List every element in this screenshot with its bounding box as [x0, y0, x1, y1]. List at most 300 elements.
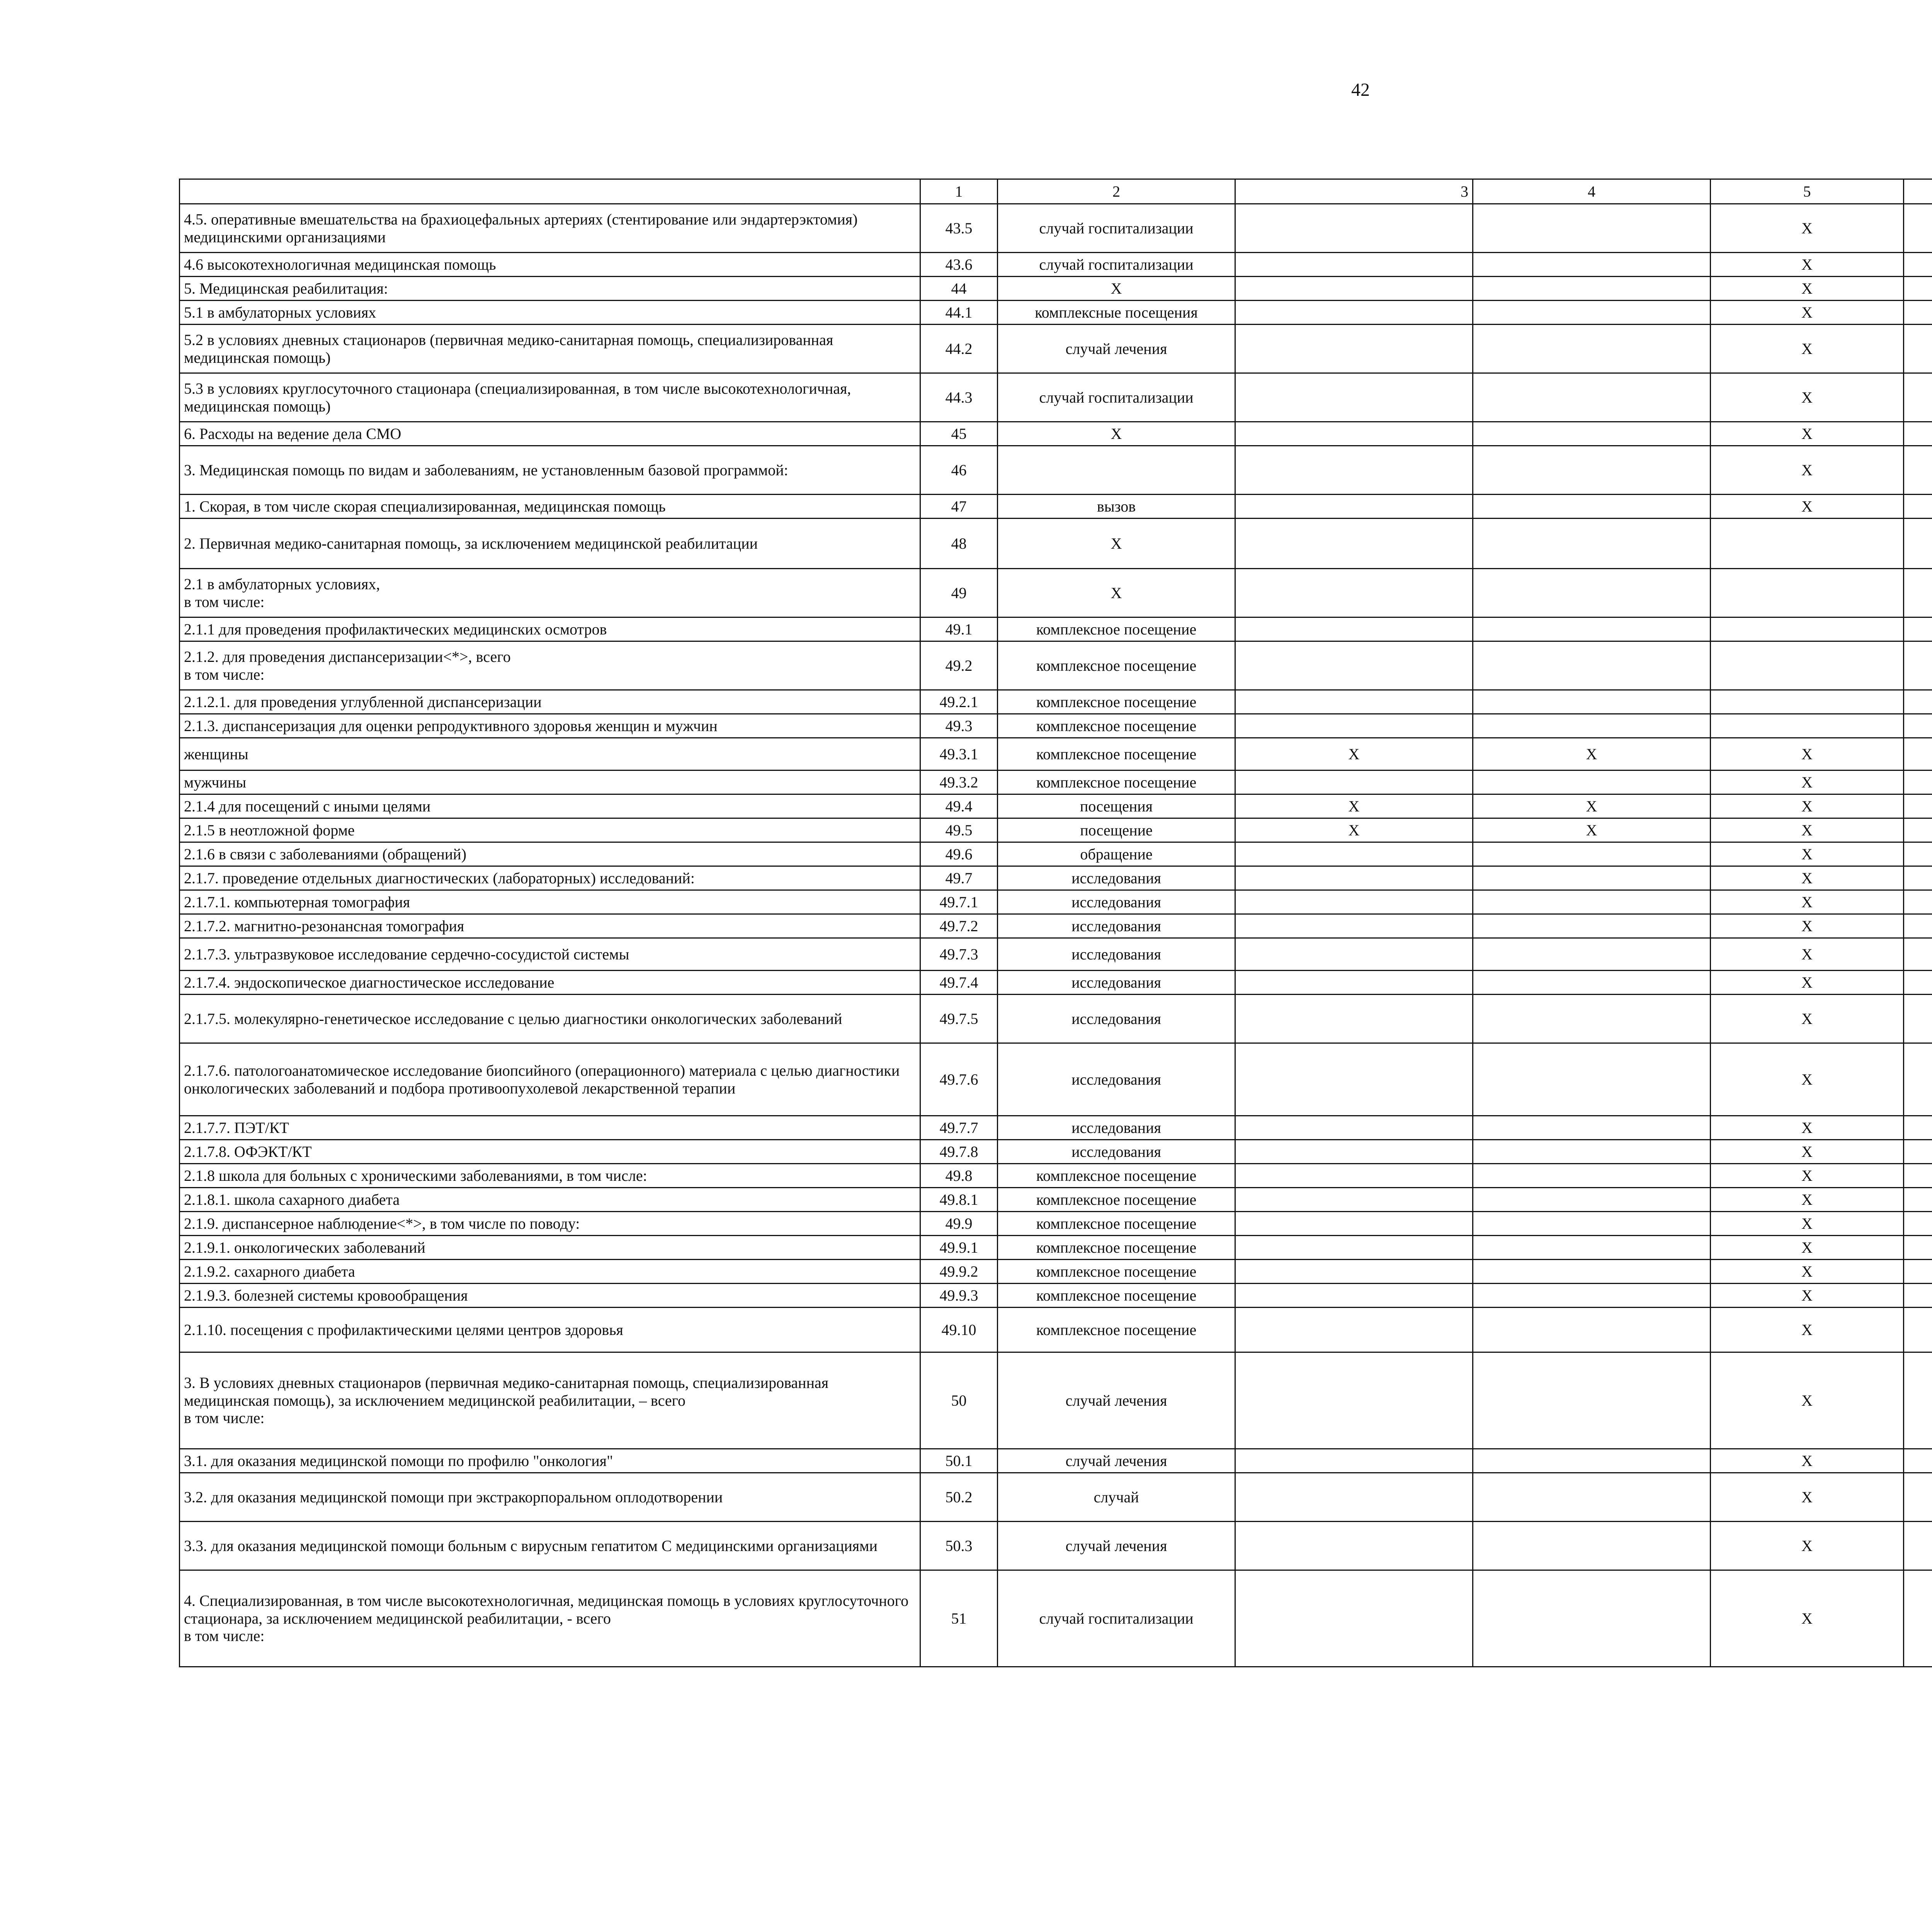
row-col-4: [1473, 373, 1711, 422]
row-number: 43.6: [920, 253, 998, 277]
row-unit: [998, 446, 1235, 495]
row-unit: случай госпитализации: [998, 204, 1235, 253]
row-col-4: [1473, 995, 1711, 1043]
row-name: 2.1.10. посещения с профилактическими целями центров здоровья: [180, 1308, 920, 1352]
row-col-5: X: [1711, 1449, 1904, 1473]
table-row: [180, 738, 1932, 770]
header-cell-6: [1904, 179, 1932, 204]
row-unit: X: [998, 569, 1235, 617]
row-unit: случай госпитализации: [998, 373, 1235, 422]
row-unit: исследования: [998, 971, 1235, 995]
header-cell-0: [180, 179, 920, 204]
row-col-4: [1473, 1308, 1711, 1352]
row-col-6: [1904, 971, 1932, 995]
row-col-4: [1473, 495, 1711, 519]
row-unit: комплексное посещение: [998, 1260, 1235, 1284]
row-col-3: [1235, 1260, 1473, 1284]
table-row: [180, 1188, 1932, 1212]
row-col-6: [1904, 301, 1932, 325]
row-col-4: [1473, 301, 1711, 325]
row-col-5: X: [1711, 770, 1904, 794]
row-name: 2.1.8 школа для больных с хроническими заболеваниями, в том числе:: [180, 1164, 920, 1188]
row-col-3: [1235, 714, 1473, 738]
row-col-4: [1473, 641, 1711, 690]
row-col-6: [1904, 204, 1932, 253]
row-col-3: [1235, 1212, 1473, 1236]
row-name: 4. Специализированная, в том числе высокотехнологичная, медицинская помощь в условиях круглосуточного стационара, за исключением медицинской реабилитации, - всего в том числе:: [180, 1570, 920, 1667]
row-name: мужчины: [180, 770, 920, 794]
row-number: 49.8: [920, 1164, 998, 1188]
row-col-6: [1904, 373, 1932, 422]
row-col-4: [1473, 1043, 1711, 1116]
row-col-3: [1235, 1473, 1473, 1522]
row-col-4: [1473, 914, 1711, 938]
row-number: 49.7.7: [920, 1116, 998, 1140]
row-col-5: X: [1711, 1116, 1904, 1140]
row-number: 49.3.1: [920, 738, 998, 770]
row-col-5: X: [1711, 1284, 1904, 1308]
table-row: [180, 495, 1932, 519]
row-unit: вызов: [998, 495, 1235, 519]
table-row: [180, 995, 1932, 1043]
header-cell-2: 2: [998, 179, 1235, 204]
row-col-6: [1904, 914, 1932, 938]
row-col-3: [1235, 617, 1473, 641]
row-col-4: [1473, 1188, 1711, 1212]
table-row: [180, 277, 1932, 301]
table-row: [180, 770, 1932, 794]
row-col-5: X: [1711, 818, 1904, 842]
row-col-4: [1473, 519, 1711, 569]
row-unit: комплексное посещение: [998, 770, 1235, 794]
row-col-6: [1904, 1284, 1932, 1308]
row-col-6: [1904, 1236, 1932, 1260]
row-unit: посещения: [998, 794, 1235, 818]
page-number: 42: [1351, 80, 1370, 100]
table-body: [180, 179, 1932, 1667]
row-col-5: [1711, 641, 1904, 690]
row-col-5: X: [1711, 1522, 1904, 1570]
row-col-5: X: [1711, 995, 1904, 1043]
row-number: 49.4: [920, 794, 998, 818]
table-row: [180, 842, 1932, 866]
table-row: [180, 890, 1932, 914]
row-unit: комплексное посещение: [998, 617, 1235, 641]
row-col-6: [1904, 890, 1932, 914]
row-col-6: [1904, 1188, 1932, 1212]
row-col-3: [1235, 253, 1473, 277]
row-name: 5.2 в условиях дневных стационаров (первичная медико-санитарная помощь, специализированная медицинская помощь): [180, 325, 920, 373]
row-col-3: [1235, 1043, 1473, 1116]
row-col-3: [1235, 842, 1473, 866]
row-number: 51: [920, 1570, 998, 1667]
row-col-3: X: [1235, 794, 1473, 818]
row-col-5: X: [1711, 914, 1904, 938]
row-col-3: [1235, 1188, 1473, 1212]
row-col-5: X: [1711, 1236, 1904, 1260]
row-col-3: [1235, 373, 1473, 422]
row-col-5: X: [1711, 204, 1904, 253]
row-col-4: [1473, 890, 1711, 914]
row-col-3: [1235, 1236, 1473, 1260]
row-number: 50: [920, 1352, 998, 1449]
row-number: 43.5: [920, 204, 998, 253]
row-unit: комплексное посещение: [998, 714, 1235, 738]
row-name: 3.2. для оказания медицинской помощи при экстракорпоральном оплодотворении: [180, 1473, 920, 1522]
row-name: 3.1. для оказания медицинской помощи по профилю "онкология": [180, 1449, 920, 1473]
row-number: 50.2: [920, 1473, 998, 1522]
row-col-3: [1235, 995, 1473, 1043]
row-col-3: [1235, 770, 1473, 794]
row-col-5: X: [1711, 1473, 1904, 1522]
row-col-5: X: [1711, 253, 1904, 277]
row-unit: исследования: [998, 1140, 1235, 1164]
row-unit: исследования: [998, 866, 1235, 890]
row-col-6: [1904, 253, 1932, 277]
row-col-6: [1904, 1522, 1932, 1570]
row-name: 3. Медицинская помощь по видам и заболеваниям, не установленным базовой программой:: [180, 446, 920, 495]
row-col-6: [1904, 1116, 1932, 1140]
table-row: [180, 1140, 1932, 1164]
row-col-3: [1235, 1164, 1473, 1188]
row-number: 49.9: [920, 1212, 998, 1236]
row-number: 44.1: [920, 301, 998, 325]
row-number: 49.3: [920, 714, 998, 738]
row-col-4: [1473, 617, 1711, 641]
row-number: 46: [920, 446, 998, 495]
table-row: [180, 617, 1932, 641]
row-name: 2.1.6 в связи с заболеваниями (обращений): [180, 842, 920, 866]
table-row: [180, 1043, 1932, 1116]
table-row: [180, 325, 1932, 373]
row-number: 49.7.3: [920, 938, 998, 971]
row-col-6: [1904, 770, 1932, 794]
row-col-3: [1235, 569, 1473, 617]
row-col-6: [1904, 842, 1932, 866]
row-number: 49.7.4: [920, 971, 998, 995]
row-number: 49.6: [920, 842, 998, 866]
row-col-3: [1235, 1352, 1473, 1449]
row-col-5: X: [1711, 971, 1904, 995]
table-row: [180, 253, 1932, 277]
row-number: 49.10: [920, 1308, 998, 1352]
row-col-6: [1904, 277, 1932, 301]
row-col-3: [1235, 1570, 1473, 1667]
row-name: 2.1.7.1. компьютерная томография: [180, 890, 920, 914]
row-number: 48: [920, 519, 998, 569]
row-col-3: [1235, 890, 1473, 914]
row-col-6: [1904, 617, 1932, 641]
row-unit: X: [998, 519, 1235, 569]
row-col-3: [1235, 690, 1473, 714]
header-cell-1: 1: [920, 179, 998, 204]
table-row: [180, 1284, 1932, 1308]
table-row: [180, 1260, 1932, 1284]
row-col-6: [1904, 641, 1932, 690]
row-col-6: [1904, 1570, 1932, 1667]
row-name: 2.1.3. диспансеризация для оценки репродуктивного здоровья женщин и мужчин: [180, 714, 920, 738]
row-number: 49.7.5: [920, 995, 998, 1043]
row-name: 2.1.2. для проведения диспансеризации<*>, всего в том числе:: [180, 641, 920, 690]
row-col-6: [1904, 569, 1932, 617]
row-name: 5.1 в амбулаторных условиях: [180, 301, 920, 325]
table-row: [180, 818, 1932, 842]
row-number: 49.2: [920, 641, 998, 690]
row-name: 2.1.7.3. ультразвуковое исследование сердечно-сосудистой системы: [180, 938, 920, 971]
row-name: 2.1.4 для посещений с иными целями: [180, 794, 920, 818]
row-col-4: [1473, 253, 1711, 277]
row-name: 2.1.7.8. ОФЭКТ/КТ: [180, 1140, 920, 1164]
row-col-6: [1904, 1043, 1932, 1116]
table-row: [180, 1116, 1932, 1140]
row-col-4: X: [1473, 738, 1711, 770]
row-col-6: [1904, 938, 1932, 971]
row-col-4: [1473, 325, 1711, 373]
row-col-6: [1904, 1308, 1932, 1352]
row-unit: X: [998, 422, 1235, 446]
row-unit: исследования: [998, 1043, 1235, 1116]
row-col-6: [1904, 1449, 1932, 1473]
row-col-4: [1473, 1236, 1711, 1260]
table-row: [180, 1449, 1932, 1473]
row-col-5: X: [1711, 1188, 1904, 1212]
table-row: [180, 714, 1932, 738]
row-name: 2.1.9.1. онкологических заболеваний: [180, 1236, 920, 1260]
row-col-3: [1235, 519, 1473, 569]
row-name: 2.1.7.5. молекулярно-генетическое исследование с целью диагностики онкологических заболеваний: [180, 995, 920, 1043]
row-name: 2.1.7.7. ПЭТ/КТ: [180, 1116, 920, 1140]
row-name: женщины: [180, 738, 920, 770]
row-number: 47: [920, 495, 998, 519]
table-row: [180, 422, 1932, 446]
row-name: 3.3. для оказания медицинской помощи больным с вирусным гепатитом С медицинскими организациями: [180, 1522, 920, 1570]
table-row: [180, 1352, 1932, 1449]
row-col-6: [1904, 422, 1932, 446]
table-row: [180, 204, 1932, 253]
row-col-6: [1904, 794, 1932, 818]
row-name: 2.1.9. диспансерное наблюдение<*>, в том числе по поводу:: [180, 1212, 920, 1236]
row-col-5: X: [1711, 373, 1904, 422]
row-number: 49.9.2: [920, 1260, 998, 1284]
row-col-3: [1235, 866, 1473, 890]
row-unit: комплексное посещение: [998, 1236, 1235, 1260]
row-col-4: [1473, 690, 1711, 714]
row-col-5: X: [1711, 1570, 1904, 1667]
header-cell-5: 5: [1711, 179, 1904, 204]
row-col-5: X: [1711, 1308, 1904, 1352]
row-col-5: [1711, 519, 1904, 569]
medical-care-table: [179, 179, 1932, 1667]
row-col-4: [1473, 866, 1711, 890]
row-unit: исследования: [998, 995, 1235, 1043]
row-col-4: [1473, 1352, 1711, 1449]
table-row: [180, 1164, 1932, 1188]
table-row: [180, 971, 1932, 995]
row-col-6: [1904, 1140, 1932, 1164]
row-col-5: X: [1711, 738, 1904, 770]
row-col-6: [1904, 690, 1932, 714]
header-cell-3: 3: [1235, 179, 1473, 204]
row-unit: обращение: [998, 842, 1235, 866]
row-col-4: [1473, 446, 1711, 495]
row-name: 2.1.8.1. школа сахарного диабета: [180, 1188, 920, 1212]
row-unit: комплексное посещение: [998, 1284, 1235, 1308]
row-unit: случай лечения: [998, 1449, 1235, 1473]
row-col-5: X: [1711, 422, 1904, 446]
row-name: 2.1.9.3. болезней системы кровообращения: [180, 1284, 920, 1308]
row-col-5: X: [1711, 495, 1904, 519]
row-name: 2. Первичная медико-санитарная помощь, за исключением медицинской реабилитации: [180, 519, 920, 569]
row-col-4: [1473, 204, 1711, 253]
row-unit: комплексное посещение: [998, 1164, 1235, 1188]
row-col-3: [1235, 971, 1473, 995]
row-number: 49: [920, 569, 998, 617]
table-row: [180, 1570, 1932, 1667]
row-col-3: [1235, 1116, 1473, 1140]
row-number: 49.7.6: [920, 1043, 998, 1116]
row-col-6: [1904, 325, 1932, 373]
row-unit: исследования: [998, 890, 1235, 914]
row-name: 2.1.1 для проведения профилактических медицинских осмотров: [180, 617, 920, 641]
row-unit: случай: [998, 1473, 1235, 1522]
row-col-6: [1904, 519, 1932, 569]
row-col-4: [1473, 277, 1711, 301]
row-col-5: [1711, 569, 1904, 617]
row-col-3: [1235, 495, 1473, 519]
row-col-6: [1904, 818, 1932, 842]
row-col-4: [1473, 971, 1711, 995]
row-unit: исследования: [998, 914, 1235, 938]
table-row: [180, 914, 1932, 938]
row-name: 2.1.7.2. магнитно-резонансная томография: [180, 914, 920, 938]
row-unit: комплексные посещения: [998, 301, 1235, 325]
row-col-5: X: [1711, 325, 1904, 373]
row-col-6: [1904, 995, 1932, 1043]
row-col-3: [1235, 1284, 1473, 1308]
row-name: 6. Расходы на ведение дела СМО: [180, 422, 920, 446]
row-col-5: X: [1711, 842, 1904, 866]
table-row: [180, 1522, 1932, 1570]
row-col-4: [1473, 770, 1711, 794]
table-row: [180, 641, 1932, 690]
row-col-4: [1473, 1164, 1711, 1188]
row-unit: посещение: [998, 818, 1235, 842]
row-col-3: [1235, 422, 1473, 446]
row-col-4: [1473, 1260, 1711, 1284]
table-row: [180, 446, 1932, 495]
row-col-3: [1235, 446, 1473, 495]
row-unit: случай госпитализации: [998, 253, 1235, 277]
table-row: [180, 1308, 1932, 1352]
row-col-5: X: [1711, 446, 1904, 495]
row-name: 2.1.7. проведение отдельных диагностических (лабораторных) исследований:: [180, 866, 920, 890]
row-col-6: [1904, 1352, 1932, 1449]
row-unit: случай госпитализации: [998, 1570, 1235, 1667]
row-col-4: [1473, 1116, 1711, 1140]
row-col-3: [1235, 1308, 1473, 1352]
row-col-5: X: [1711, 890, 1904, 914]
row-col-4: [1473, 1449, 1711, 1473]
row-number: 49.7.8: [920, 1140, 998, 1164]
row-col-4: X: [1473, 794, 1711, 818]
row-number: 49.9.3: [920, 1284, 998, 1308]
row-name: 5.3 в условиях круглосуточного стационара (специализированная, в том числе высокотехнологичная, медицинская помощь): [180, 373, 920, 422]
row-unit: X: [998, 277, 1235, 301]
row-col-4: [1473, 714, 1711, 738]
row-col-3: [1235, 1522, 1473, 1570]
row-unit: исследования: [998, 938, 1235, 971]
row-name: 1. Скорая, в том числе скорая специализированная, медицинская помощь: [180, 495, 920, 519]
row-number: 49.2.1: [920, 690, 998, 714]
row-col-3: [1235, 938, 1473, 971]
row-number: 49.7: [920, 866, 998, 890]
row-col-3: [1235, 641, 1473, 690]
row-col-3: [1235, 1140, 1473, 1164]
row-col-6: [1904, 738, 1932, 770]
row-col-6: [1904, 1212, 1932, 1236]
row-unit: комплексное посещение: [998, 738, 1235, 770]
row-col-4: [1473, 1522, 1711, 1570]
row-col-6: [1904, 714, 1932, 738]
table-row: [180, 519, 1932, 569]
row-col-4: [1473, 1473, 1711, 1522]
row-number: 49.7.1: [920, 890, 998, 914]
row-col-5: X: [1711, 1043, 1904, 1116]
row-col-5: X: [1711, 866, 1904, 890]
row-name: 2.1.2.1. для проведения углубленной диспансеризации: [180, 690, 920, 714]
row-number: 44.3: [920, 373, 998, 422]
row-number: 50.1: [920, 1449, 998, 1473]
header-cell-4: 4: [1473, 179, 1711, 204]
row-number: 49.8.1: [920, 1188, 998, 1212]
row-number: 44: [920, 277, 998, 301]
row-number: 49.3.2: [920, 770, 998, 794]
row-unit: исследования: [998, 1116, 1235, 1140]
row-name: 3. В условиях дневных стационаров (первичная медико-санитарная помощь, специализированная медицинская помощь), за исключением медицинской реабилитации, – всего в том числе:: [180, 1352, 920, 1449]
row-col-5: X: [1711, 301, 1904, 325]
row-col-4: [1473, 1140, 1711, 1164]
row-unit: комплексное посещение: [998, 1188, 1235, 1212]
row-number: 50.3: [920, 1522, 998, 1570]
row-number: 49.7.2: [920, 914, 998, 938]
table-row: [180, 1236, 1932, 1260]
row-unit: комплексное посещение: [998, 641, 1235, 690]
table-row: [180, 690, 1932, 714]
row-col-5: X: [1711, 1140, 1904, 1164]
row-col-5: X: [1711, 938, 1904, 971]
row-col-4: [1473, 422, 1711, 446]
table-row: [180, 301, 1932, 325]
row-number: 49.1: [920, 617, 998, 641]
row-col-3: [1235, 325, 1473, 373]
table-row: [180, 373, 1932, 422]
header-row: [180, 179, 1932, 204]
row-unit: случай лечения: [998, 1352, 1235, 1449]
row-col-6: [1904, 1473, 1932, 1522]
row-unit: комплексное посещение: [998, 1212, 1235, 1236]
row-col-5: X: [1711, 794, 1904, 818]
row-col-6: [1904, 1164, 1932, 1188]
row-number: 49.9.1: [920, 1236, 998, 1260]
row-col-6: [1904, 866, 1932, 890]
row-name: 4.5. оперативные вмешательства на брахиоцефальных артериях (стентирование или эндартерэктомия) медицинскими организациями: [180, 204, 920, 253]
row-name: 2.1.7.4. эндоскопическое диагностическое исследование: [180, 971, 920, 995]
row-col-5: X: [1711, 1352, 1904, 1449]
row-name: 2.1.5 в неотложной форме: [180, 818, 920, 842]
row-col-4: [1473, 938, 1711, 971]
row-col-3: [1235, 1449, 1473, 1473]
row-col-5: X: [1711, 277, 1904, 301]
